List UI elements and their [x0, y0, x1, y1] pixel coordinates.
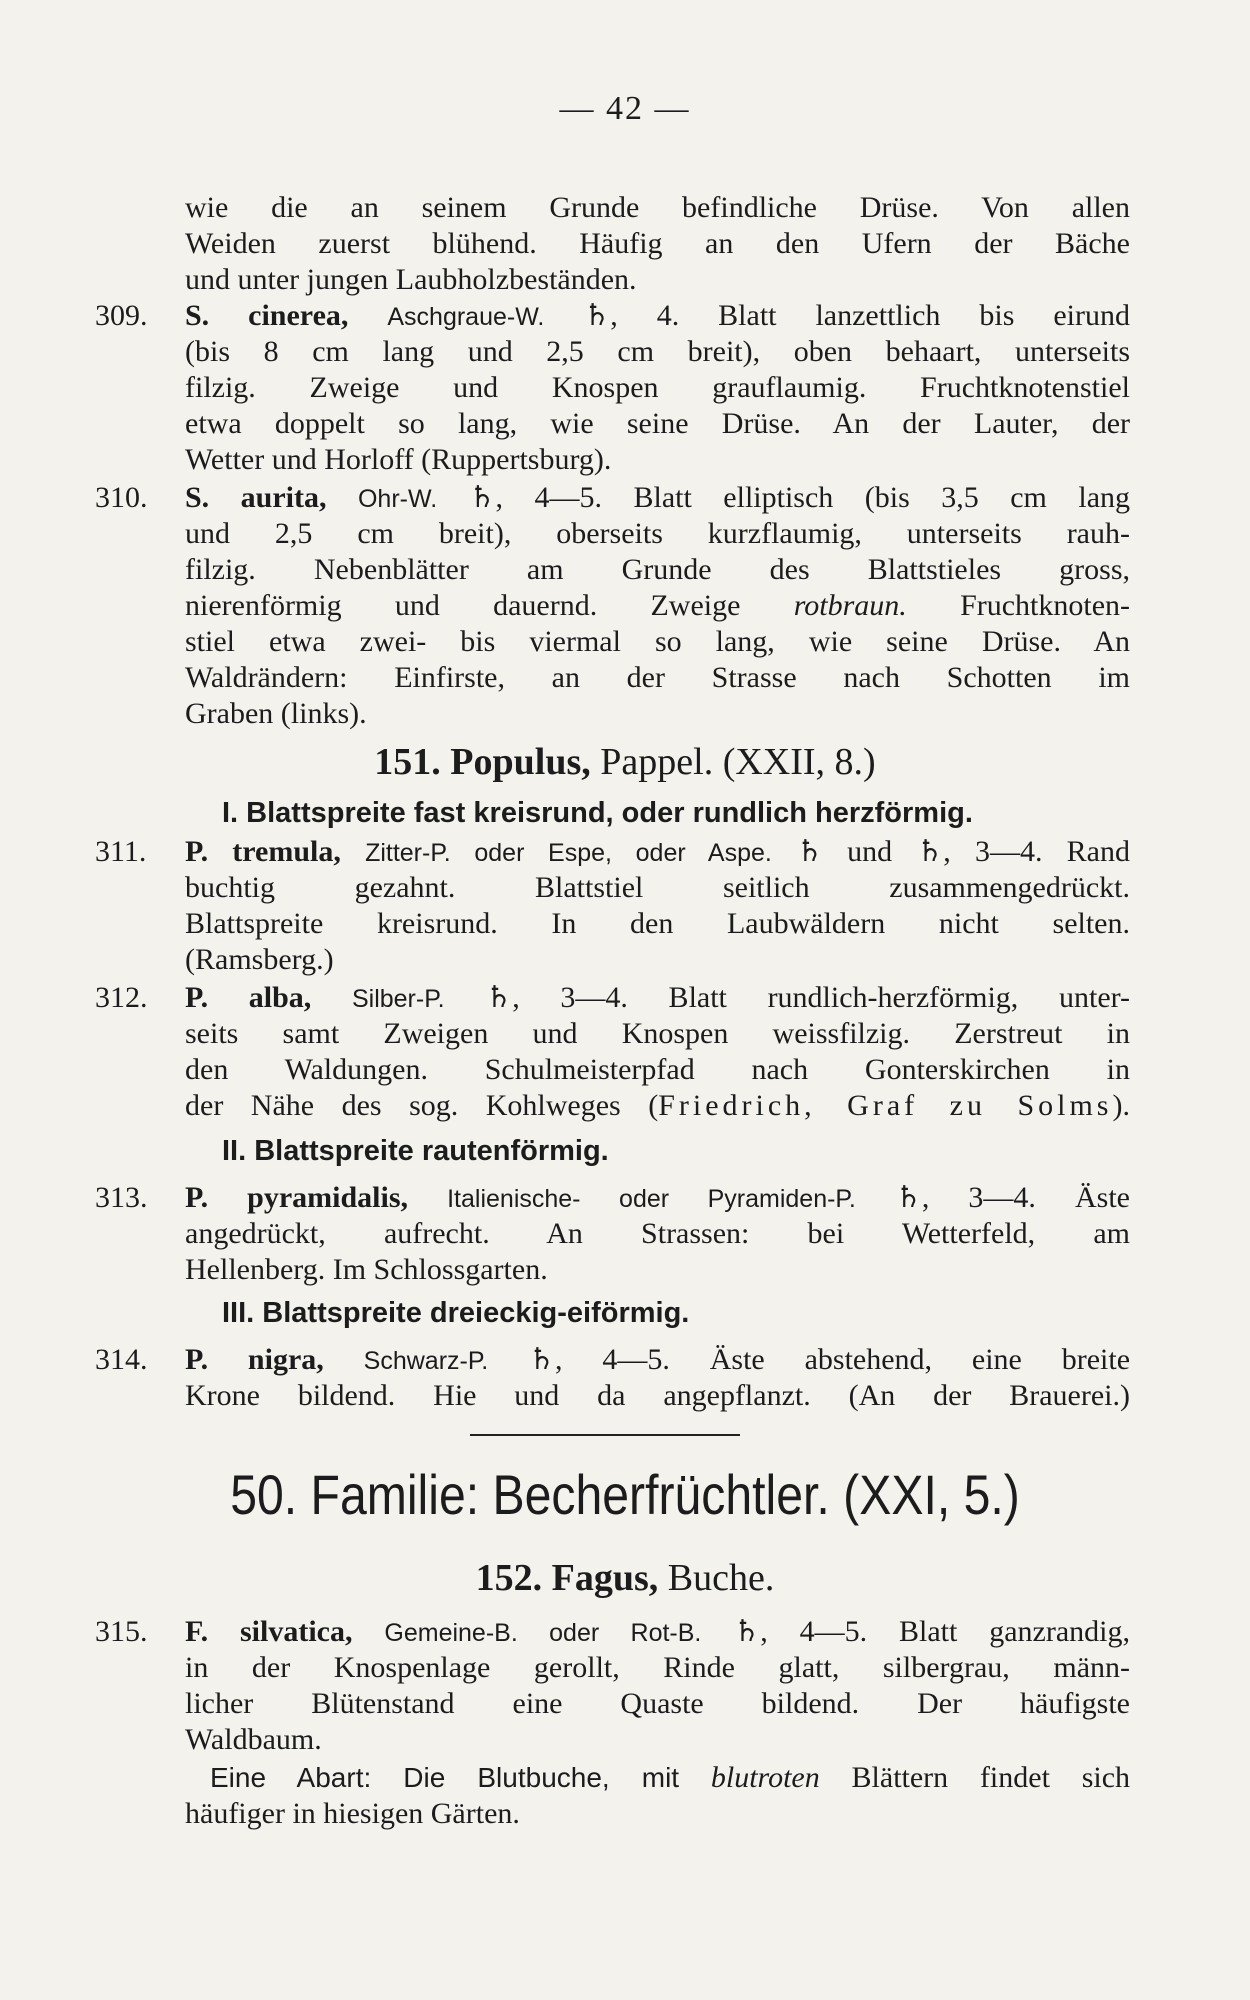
entry-text: ♄, 4—5. Äste abstehend, eine breite [528, 1343, 1131, 1376]
entry-number: 310. [95, 481, 148, 514]
species-name: P. alba, [185, 981, 312, 1014]
entry-number: 309. [95, 299, 148, 332]
common-name: Silber-P. [351, 985, 445, 1013]
text-line: und unter jungen Laubholzbeständen. [185, 263, 637, 296]
genus-rest: Buche. [667, 1557, 775, 1599]
genus-heading [0, 740, 1250, 784]
text-line [185, 226, 1130, 262]
text-span: nierenförmig und dauernd. Zweige [185, 589, 741, 622]
entry-text: ♄, 3—4. Äste [894, 1181, 1131, 1214]
section-divider [470, 1434, 740, 1436]
note-label: Eine Abart: Die Blutbuche, mit [210, 1762, 680, 1793]
species-name: P. nigra, [185, 1343, 324, 1376]
entry-title-line [185, 1614, 1130, 1651]
text-line: Blattspreite kreisrund. In den Laubwäldern nicht selten. [185, 907, 1130, 940]
text-line [185, 588, 1130, 624]
genus-number: 151. [374, 741, 441, 783]
entry-title-line [185, 298, 1130, 335]
text-line: den Waldungen. Schulmeisterpfad nach Gonterskirchen in [185, 1053, 1130, 1086]
page-number: — 42 — [559, 90, 691, 127]
entry-title-line [185, 480, 1130, 517]
species-name: S. aurita, [185, 481, 327, 514]
text-line: filzig. Zweige und Knospen grauflaumig. Fruchtknotenstiel [185, 371, 1130, 404]
subsection-heading: III. Blattspreite dreieckig-eiförmig. [222, 1297, 690, 1329]
common-name: Aschgraue-W. [387, 303, 545, 331]
text-line: Graben (links). [185, 697, 367, 730]
common-name: Schwarz-P. [363, 1347, 489, 1375]
text-line: licher Blütenstand eine Quaste bildend. Der häufigste [185, 1687, 1130, 1720]
text-line: und 2,5 cm breit), oberseits kurzflaumig, unterseits rauh- [185, 517, 1130, 550]
species-name: S. cinerea, [185, 299, 349, 332]
entry-text: ♄, 4. Blatt lanzettlich bis eirund [583, 299, 1130, 332]
text-line: buchtig gezahnt. Blattstiel seitlich zusammengedrückt. [185, 871, 1130, 904]
entry-number: 311. [95, 835, 147, 868]
note-line [210, 1760, 1130, 1796]
entry-title-line [185, 980, 1130, 1017]
genus-heading [0, 1556, 1250, 1600]
text-line: stiel etwa zwei- bis viermal so lang, wie seine Drüse. An [185, 625, 1130, 658]
text-line: Krone bildend. Hie und da angepflanzt. (An der Brauerei.) [185, 1379, 1130, 1412]
text-line: in der Knospenlage gerollt, Rinde glatt, silbergrau, männ- [185, 1651, 1130, 1684]
text-span: der Nähe des sog. Kohlweges ( [185, 1089, 659, 1122]
entry-number: 314. [95, 1343, 148, 1376]
entry-number: 312. [95, 981, 148, 1014]
text-line: Waldrändern: Einfirste, an der Strasse nach Schotten im [185, 661, 1130, 694]
text-line: Hellenberg. Im Schlossgarten. [185, 1253, 548, 1286]
entry-title-line [185, 834, 1130, 871]
common-name: Italienische- oder Pyramiden-P. [447, 1185, 856, 1213]
text-span: Blättern findet sich [851, 1761, 1131, 1794]
genus-name: Fagus, [551, 1557, 659, 1599]
text-line: (bis 8 cm lang und 2,5 cm breit), oben behaart, unterseits [185, 335, 1130, 368]
common-name: Ohr-W. [357, 485, 438, 513]
italic-text: rotbraun. [793, 589, 907, 622]
text-line: Waldbaum. [185, 1723, 322, 1756]
species-name: F. silvatica, [185, 1615, 353, 1648]
entry-title-line [185, 1342, 1130, 1379]
genus-rest: Pappel. (XXII, 8.) [600, 741, 876, 783]
common-name: Zitter-P. oder Espe, oder Aspe. [365, 839, 772, 867]
entry-title-line [185, 1180, 1130, 1217]
species-name: P. pyramidalis, [185, 1181, 409, 1214]
entry-text: ♄, 3—4. Blatt rundlich-herzförmig, unter- [485, 981, 1131, 1014]
genus-number: 152. [475, 1557, 543, 1599]
text-line: angedrückt, aufrecht. An Strassen: bei Wetterfeld, am [185, 1217, 1130, 1250]
text-line: Wetter und Horloff (Ruppertsburg). [185, 443, 612, 476]
family-heading: 50. Familie: Becherfrüchtler. (XXI, 5.) [230, 1463, 1020, 1526]
entry-text: ♄ und ♄, 3—4. Rand [796, 835, 1130, 868]
note-line: häufiger in hiesigen Gärten. [185, 1797, 520, 1830]
text-line: (Ramsberg.) [185, 943, 334, 976]
genus-name: Populus, [450, 741, 591, 783]
author-name: Friedrich, Graf zu Solms [658, 1089, 1113, 1122]
subsection-heading: II. Blattspreite rautenförmig. [222, 1135, 609, 1167]
text-span: ). [1112, 1089, 1130, 1122]
text-span: Fruchtknoten- [960, 589, 1131, 622]
entry-number: 315. [95, 1615, 148, 1648]
text-line [185, 1088, 1130, 1124]
italic-text: blutroten [710, 1761, 820, 1794]
subsection-heading: I. Blattspreite fast kreisrund, oder rundlich herzförmig. [222, 797, 973, 829]
common-name: Gemeine-B. oder Rot-B. [384, 1619, 702, 1647]
text-line: seits samt Zweigen und Knospen weissfilzig. Zerstreut in [185, 1017, 1130, 1050]
entry-number: 313. [95, 1181, 148, 1214]
entry-text: ♄, 4—5. Blatt elliptisch (bis 3,5 cm lang [468, 481, 1131, 514]
entry-text: ♄, 4—5. Blatt ganzrandig, [733, 1615, 1131, 1648]
text-span: Weiden zuerst blühend. Häufig an den Ufern der Bäche [185, 227, 1130, 260]
text-line: filzig. Nebenblätter am Grunde des Blattstieles gross, [185, 553, 1130, 586]
text-line: etwa doppelt so lang, wie seine Drüse. An der Lauter, der [185, 407, 1130, 440]
text-line: wie die an seinem Grunde befindliche Drüse. Von allen [185, 191, 1130, 224]
species-name: P. tremula, [185, 835, 341, 868]
